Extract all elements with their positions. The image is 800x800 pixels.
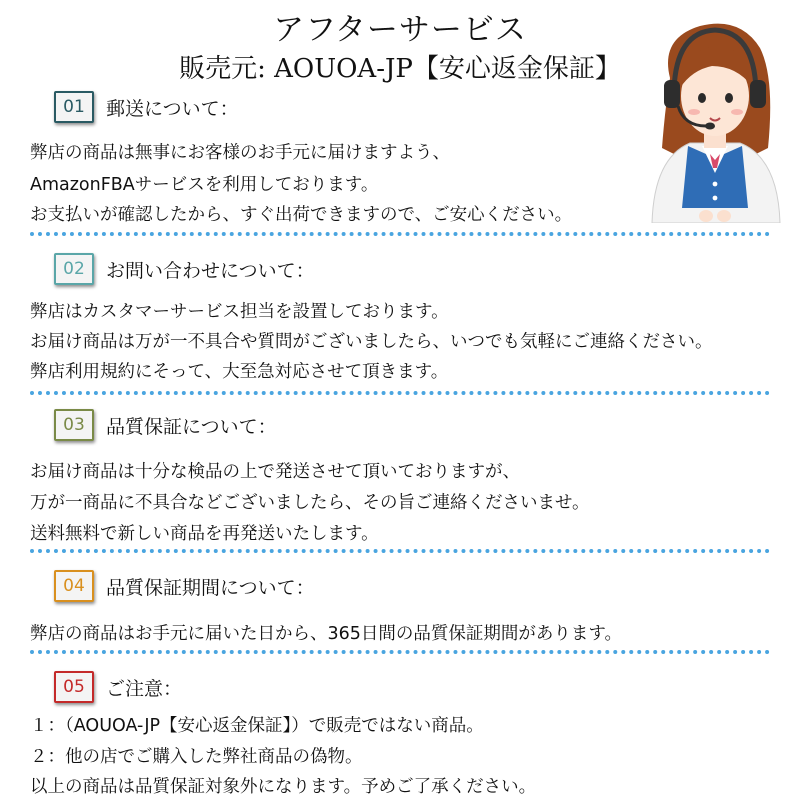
section-number-badge: 05 [54, 671, 94, 703]
page-title: アフターサービス [273, 12, 527, 48]
section-text-line: 以上の商品は品質保証対象外になります。予めご了承ください。 [30, 777, 537, 797]
section-text-line: お届け商品は万が一不具合や質問がございましたら、いつでも気軽にご連絡ください。 [30, 332, 713, 352]
section-heading: 郵送について： [106, 97, 239, 120]
section-heading: 品質保証について： [106, 415, 277, 438]
section-text-line: 弊店の商品はお手元に届いた日から、365日間の品質保証期間があります。 [30, 624, 622, 644]
section-text-line: 万が一商品に不具合などございましたら、その旨ご連絡くださいませ。 [30, 493, 590, 513]
section-inquiry-heading [54, 249, 315, 289]
dotted-divider [30, 549, 770, 553]
section-text-line: お支払いが確認したから、すぐ出荷できますので、ご安心ください。 [30, 205, 573, 225]
dotted-divider [30, 391, 770, 395]
dotted-divider [30, 232, 770, 236]
section-notice-heading [54, 667, 182, 707]
section-heading: ご注意： [106, 677, 183, 700]
section-quality-heading [54, 405, 277, 445]
dotted-divider [30, 650, 770, 654]
section-number-badge: 01 [54, 91, 94, 123]
page-subtitle: 販売元: AOUOA-JP【安心返金保証】 [179, 54, 621, 84]
section-text-line: 弊店の商品は無事にお客様のお手元に届けますよう、 [30, 143, 450, 163]
section-heading: お問い合わせについて： [106, 259, 315, 282]
section-number-badge: 04 [54, 570, 94, 602]
section-text-line: １：（AOUOA-JP【安心返金保証】）で販売ではない商品。 [30, 716, 484, 736]
section-text-line: 送料無料で新しい商品を再発送いたします。 [30, 524, 379, 544]
section-text-line: ２：他の店でご購入した弊社商品の偽物。 [30, 747, 363, 767]
section-text-line: お届け商品は十分な検品の上で発送させて頂いておりますが、 [30, 462, 520, 482]
section-text-line: 弊店利用規約にそって、大至急対応させて頂きます。 [30, 362, 449, 382]
section-heading: 品質保証期間について： [106, 576, 315, 599]
section-warranty-period-heading [54, 566, 315, 606]
section-text-line: AmazonFBAサービスを利用しております。 [30, 175, 379, 195]
section-number-badge: 03 [54, 409, 94, 441]
section-text-line: 弊店はカスタマーサービス担当を設置しております。 [30, 302, 449, 322]
section-shipping-heading [54, 87, 239, 127]
section-number-badge: 02 [54, 253, 94, 285]
customer-support-agent-icon [640, 8, 790, 223]
